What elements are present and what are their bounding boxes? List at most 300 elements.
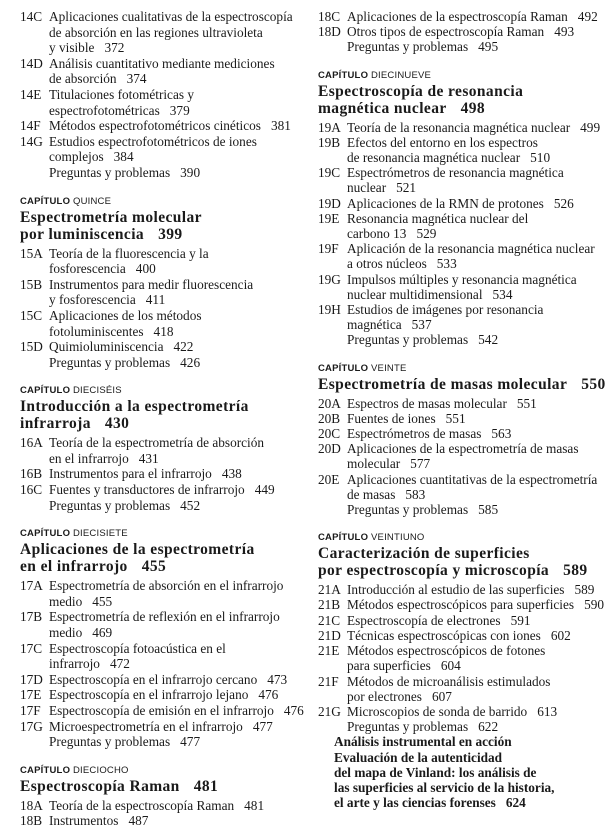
page-number: 510 [530, 150, 551, 166]
page-number: 400 [135, 261, 156, 277]
section-title [49, 672, 305, 688]
page-number: 583 [405, 486, 426, 502]
section-code: 18D [318, 24, 341, 40]
page-number: 589 [574, 582, 595, 598]
section-title-line: Preguntas y problemas [49, 354, 171, 370]
page-number: 426 [180, 354, 201, 370]
section-code: 14C [20, 9, 43, 24]
chapter-number: VEINTE [371, 362, 407, 374]
page-number: 622 [478, 719, 499, 735]
section-code: 18B [20, 813, 43, 829]
section-code: 19B [318, 134, 341, 150]
section-title-line: Preguntas y problemas [347, 332, 469, 348]
toc-entry-17a[interactable] [20, 578, 305, 609]
section-code: 17B [20, 609, 43, 625]
chapter-title-line: Espectroscopía Raman [20, 777, 180, 795]
toc-entry-15d[interactable] [20, 339, 305, 355]
section-title-line: Teoría de la espectrometría de absorción [49, 435, 265, 451]
toc-entry-19g[interactable] [318, 272, 598, 302]
chapter-title[interactable] [318, 83, 598, 117]
toc-entry-16a[interactable] [20, 435, 305, 466]
chapter-title-line: por luminiscencia [20, 225, 145, 243]
section-title-line: Teoría de la fluorescencia y la [49, 245, 209, 261]
section-title-line: Teoría de la resonancia magnética nuclear [347, 119, 571, 135]
section-title [347, 613, 598, 628]
section-title-line: Preguntas y problemas [347, 39, 469, 55]
toc-entry-21c[interactable] [318, 613, 598, 628]
section-code: 21G [318, 703, 341, 719]
toc-entry-16b[interactable] [20, 466, 305, 482]
page-number: 418 [153, 323, 174, 339]
toc-entry-questions[interactable] [318, 719, 598, 734]
section-title [347, 211, 598, 241]
section-title-line: Instrumentos [49, 813, 119, 829]
section-title [347, 597, 604, 612]
toc-entry-21g[interactable] [318, 704, 598, 719]
page-number: 495 [478, 39, 499, 55]
toc-entry-20c[interactable] [318, 426, 598, 441]
section-title-line: Aplicaciones de la RMN de protones [347, 195, 544, 211]
toc-entry-19d[interactable] [318, 196, 598, 211]
chapter-title-line: Introducción a la espectrometría [20, 398, 249, 416]
chapter-word: CAPÍTULO [20, 764, 71, 776]
toc-entry-20e[interactable] [318, 472, 598, 502]
page-number: 372 [104, 40, 125, 56]
section-title-line: Aplicaciones cualitativas de la espectroscopía [49, 9, 293, 24]
chapter-title-line: por espectroscopía y microscopía [318, 562, 550, 580]
page-number: 551 [445, 410, 466, 426]
section-title-line: Microscopios de sonda de barrido [347, 703, 528, 719]
toc-entry-17c[interactable] [20, 641, 305, 672]
section-title [49, 703, 305, 719]
toc-entry-19f[interactable] [318, 241, 598, 271]
section-title-line: magnética [347, 317, 402, 333]
section-title [49, 308, 305, 339]
section-code [318, 719, 347, 734]
page-number: 473 [267, 671, 288, 687]
section-code: 20B [318, 410, 341, 426]
section-title-line: nuclear multidimensional [347, 286, 483, 302]
toc-entry-21d[interactable] [318, 628, 598, 643]
section-title [49, 435, 305, 466]
toc-column-right [318, 9, 606, 811]
section-title [347, 302, 598, 332]
section-title-line: Titulaciones fotométricas y [49, 86, 195, 102]
section-title [347, 196, 598, 211]
section-title-line: de masas [347, 486, 396, 502]
chapter-page-number: 399 [158, 225, 183, 243]
chapter-label [20, 383, 305, 398]
toc-feature-entry[interactable] [334, 734, 598, 810]
section-title-line: Preguntas y problemas [49, 164, 171, 180]
section-title-line: para superficies [347, 658, 431, 674]
section-title-line: Introducción al estudio de las superficies [347, 582, 565, 598]
section-title-line: Resonancia magnética nuclear del [347, 210, 529, 226]
section-code [318, 502, 347, 517]
section-title [347, 39, 598, 54]
section-title-line: Espectrómetros de resonancia magnética [347, 165, 564, 181]
toc-entry-18d[interactable] [318, 24, 598, 39]
toc-entry-15b[interactable] [20, 277, 305, 308]
section-title-line: en el infrarrojo [49, 450, 129, 466]
section-title [347, 165, 598, 195]
toc-entry-20a[interactable] [318, 396, 598, 411]
chapter-word: CAPÍTULO [318, 69, 369, 81]
toc-entry-17b[interactable] [20, 609, 305, 640]
chapter-title-line: magnética nuclear [318, 99, 447, 117]
page-number: 481 [244, 797, 265, 813]
section-title-line: complejos [49, 149, 104, 165]
section-title [49, 56, 305, 87]
page-number: 542 [478, 332, 499, 348]
section-title [49, 246, 305, 277]
page-number: 534 [492, 286, 513, 302]
toc-entry-17g[interactable] [20, 719, 305, 735]
chapter-word: CAPÍTULO [20, 528, 71, 540]
toc-entry-21a[interactable] [318, 582, 598, 597]
toc-entry-17d[interactable] [20, 672, 305, 688]
section-code [20, 355, 49, 371]
chapter-label [20, 194, 305, 209]
page-number: 533 [436, 256, 457, 272]
section-title-line: nuclear [347, 180, 387, 196]
section-code: 16B [20, 466, 43, 482]
section-title-line: Preguntas y problemas [49, 734, 171, 750]
section-title [347, 332, 598, 347]
chapter-number: VEINTIUNO [371, 532, 425, 544]
section-title [347, 704, 598, 719]
page-number: 526 [553, 195, 574, 211]
chapter-page-number: 455 [141, 558, 167, 576]
section-title-line: Evaluación de la autenticidad [334, 749, 503, 765]
section-title [49, 498, 305, 514]
toc-entry-16c[interactable] [20, 482, 305, 498]
section-code: 17G [20, 718, 43, 734]
section-title-line: Métodos espectrofotométricos cinéticos [49, 118, 261, 134]
section-title [49, 813, 305, 829]
section-title-line: el arte y las ciencias forenses [334, 795, 496, 811]
toc-entry-14f[interactable] [20, 118, 305, 134]
chapter-title-line: Aplicaciones de la espectrometría [20, 541, 255, 559]
section-title [49, 165, 305, 181]
page-number: 590 [584, 597, 605, 613]
section-title-line: Métodos espectroscópicos de fotones [347, 643, 546, 659]
page-number: 613 [537, 703, 558, 719]
section-title-line: medio [49, 625, 83, 641]
section-title-line: Espectrometría de reflexión en el infrarrojo [49, 609, 280, 625]
section-title-line: molecular [347, 456, 401, 472]
page-number: 607 [431, 688, 452, 704]
section-title-line: Estudios espectrofotométricos de iones [49, 133, 257, 149]
section-title-line: fosforescencia [49, 261, 126, 277]
page-number: 551 [516, 395, 537, 411]
section-title [49, 578, 305, 609]
chapter-word: CAPÍTULO [318, 362, 369, 374]
page-number: 563 [491, 426, 512, 442]
section-title [49, 466, 305, 482]
section-code: 17F [20, 703, 41, 718]
section-title-line: Espectroscopía en el infrarrojo cercano [49, 671, 258, 687]
toc-entry-21e[interactable] [318, 643, 598, 673]
section-title-line: por electrones [347, 688, 422, 704]
toc-entry-19b[interactable] [318, 135, 598, 165]
section-title [347, 674, 598, 704]
page-number: 529 [416, 226, 437, 242]
section-title [49, 9, 305, 56]
section-code: 20A [318, 395, 341, 411]
toc-entry-19h[interactable] [318, 302, 598, 332]
toc-entry-18c[interactable] [318, 9, 598, 24]
section-title [49, 687, 305, 703]
section-code: 19H [318, 302, 341, 318]
page-number: 384 [113, 149, 134, 165]
section-title [347, 582, 598, 597]
chapter-title[interactable] [318, 545, 598, 579]
section-title [49, 339, 305, 355]
section-title [347, 441, 598, 471]
section-title-line: Análisis instrumental en acción [334, 734, 512, 750]
toc-entry-18a[interactable] [20, 798, 305, 814]
toc-entry-19a[interactable] [318, 119, 601, 135]
chapter-page-number: 481 [193, 777, 219, 795]
section-code [318, 332, 347, 347]
chapter-label [318, 530, 598, 545]
page-number: 577 [410, 456, 431, 472]
section-code: 19A [318, 119, 341, 135]
section-code: 14D [20, 55, 43, 71]
section-title-line: Aplicaciones de la espectroscopía Raman [347, 9, 568, 24]
section-title [49, 277, 305, 308]
page-number: 477 [180, 734, 201, 750]
section-title-line: Preguntas y problemas [49, 497, 171, 513]
section-title [347, 426, 598, 441]
toc-entry-19e[interactable] [318, 211, 598, 241]
section-code: 21D [318, 627, 341, 643]
page-number: 379 [169, 102, 190, 118]
section-code: 21C [318, 612, 341, 628]
section-title-line: fotoluminiscentes [49, 323, 144, 339]
section-title-line: Otros tipos de espectroscopía Raman [347, 24, 545, 40]
chapter-number: DIECISIETE [73, 528, 128, 540]
page-number: 493 [554, 24, 575, 40]
chapter-word: CAPÍTULO [20, 385, 71, 397]
section-title-line: a otros núcleos [347, 256, 427, 272]
section-code: 14G [20, 133, 43, 149]
section-code: 16A [20, 435, 43, 451]
chapter-label [20, 763, 305, 778]
page-number: 591 [510, 612, 531, 628]
section-code: 19E [318, 210, 340, 226]
toc-entry-questions[interactable] [20, 355, 305, 371]
toc-entry-questions[interactable] [20, 734, 305, 750]
section-title-line: Técnicas espectroscópicas con iones [347, 627, 541, 643]
section-code: 17C [20, 640, 43, 656]
toc-entry-19c[interactable] [318, 165, 598, 195]
toc-entry-14e[interactable] [20, 87, 305, 118]
section-title-line: infrarrojo [49, 656, 100, 672]
section-title-line: Instrumentos para medir fluorescencia [49, 276, 254, 292]
page-number: 422 [173, 339, 194, 355]
section-title-line: Aplicaciones cuantitativas de la espectrometría [347, 471, 598, 487]
toc-entry-14g[interactable] [20, 134, 305, 165]
section-title [347, 120, 600, 135]
section-code: 14E [20, 86, 42, 102]
toc-entry-18b[interactable] [20, 813, 305, 829]
chapter-title[interactable] [318, 375, 606, 393]
section-title [49, 355, 305, 371]
section-title-line: las superficies al servicio de la historia, [334, 779, 555, 795]
section-title-line: Métodos espectroscópicos para superficies [347, 597, 575, 613]
chapter-title[interactable] [20, 398, 305, 432]
section-code: 19D [318, 195, 341, 211]
toc-entry-14c[interactable] [20, 9, 305, 56]
chapter-title[interactable] [20, 778, 305, 795]
toc-entry-20d[interactable] [318, 441, 598, 471]
section-code: 19C [318, 165, 341, 181]
toc-entry-17f[interactable] [20, 703, 305, 719]
section-code: 17E [20, 687, 42, 703]
toc-entry-questions[interactable] [318, 39, 598, 54]
section-title [49, 134, 305, 165]
page-number: 390 [180, 164, 201, 180]
section-title-line: Teoría de la espectroscopía Raman [49, 797, 235, 813]
chapter-page-number: 498 [460, 99, 486, 117]
section-title [347, 24, 598, 39]
chapter-title-line: en el infrarrojo [20, 558, 128, 576]
section-code: 15C [20, 307, 43, 323]
section-title-line: Aplicaciones de la espectrometría de masas [347, 441, 579, 457]
page-number: 624 [505, 795, 526, 811]
chapter-title-line: Caracterización de superficies [318, 545, 530, 563]
section-title [49, 719, 305, 735]
page-number: 469 [92, 625, 113, 641]
chapter-title-line: Espectroscopía de resonancia [318, 82, 524, 100]
toc-entry-20b[interactable] [318, 411, 598, 426]
section-title [347, 135, 598, 165]
page-number: 477 [252, 718, 273, 734]
section-title [347, 396, 598, 411]
section-code: 18A [20, 797, 43, 813]
section-title [347, 411, 598, 426]
section-title-line: Espectrómetros de masas [347, 426, 482, 442]
section-title-line: Estudios de imágenes por resonancia [347, 302, 544, 318]
section-code: 15A [20, 245, 43, 261]
section-code: 20C [318, 426, 341, 442]
chapter-label [20, 526, 305, 541]
section-code: 15D [20, 339, 43, 355]
section-title [49, 609, 305, 640]
page-number: 449 [254, 482, 275, 498]
page-number: 487 [128, 813, 149, 829]
section-code: 21A [318, 582, 341, 598]
page-number: 472 [109, 656, 130, 672]
section-title [49, 734, 305, 750]
chapter-page-number: 430 [104, 415, 130, 433]
page-number: 604 [440, 658, 461, 674]
chapter-title-line: Espectrometría molecular [20, 208, 202, 226]
page-number: 602 [550, 627, 571, 643]
section-code: 19F [318, 241, 339, 257]
toc-entry-21f[interactable] [318, 674, 598, 704]
chapter-title[interactable] [20, 541, 305, 575]
toc-entry-21b[interactable] [318, 597, 605, 613]
section-title [347, 9, 598, 24]
section-code: 18C [318, 9, 341, 24]
section-title-line: y fosforescencia [49, 292, 136, 308]
toc-entry-questions[interactable] [20, 165, 305, 181]
section-title [49, 482, 305, 498]
chapter-page-number: 550 [581, 375, 606, 393]
chapter-number: DIECISÉIS [73, 385, 122, 397]
section-code: 16C [20, 482, 43, 498]
toc-entry-15c[interactable] [20, 308, 305, 339]
page-number: 499 [580, 119, 601, 135]
section-title-line: Efectos del entorno en los espectros [347, 134, 538, 150]
section-code [20, 498, 49, 514]
section-title-line: carbono 13 [347, 226, 407, 242]
section-code: 21B [318, 597, 341, 613]
toc-column-left [20, 9, 305, 829]
section-title-line: de absorción en las regiones ultravioleta [49, 24, 263, 40]
section-title [347, 719, 598, 734]
section-title [347, 241, 598, 271]
section-code: 21E [318, 643, 340, 659]
section-title-line: de resonancia magnética nuclear [347, 150, 521, 166]
page-number: 411 [145, 292, 166, 308]
toc-entry-questions[interactable] [318, 502, 598, 517]
section-title-line: del mapa de Vinland: los análisis de [334, 764, 537, 780]
section-code: 20D [318, 441, 341, 457]
page-number: 476 [283, 703, 304, 718]
chapter-label [318, 68, 598, 83]
page-number: 492 [577, 9, 598, 24]
page-number: 455 [92, 593, 113, 609]
section-title-line: Preguntas y problemas [347, 719, 469, 735]
page-number: 438 [221, 466, 242, 482]
toc-entry-questions[interactable] [318, 332, 598, 347]
section-title-line: Quimioluminiscencia [49, 339, 164, 355]
section-title-line: Impulsos múltiples y resonancia magnética [347, 271, 577, 287]
section-title-line: Espectroscopía de electrones [347, 612, 501, 628]
section-code: 21F [318, 673, 339, 689]
section-code: 19G [318, 271, 341, 287]
section-title-line: Fuentes y transductores de infrarrojo [49, 482, 245, 498]
chapter-number: DIECINUEVE [371, 69, 432, 81]
chapter-label [318, 361, 598, 376]
toc-entry-questions[interactable] [20, 498, 305, 514]
section-title-line: Espectroscopía fotoacústica en el [49, 640, 226, 656]
section-title-line: Espectros de masas molecular [347, 395, 507, 411]
page-number: 381 [270, 118, 291, 134]
section-code: 20E [318, 471, 340, 487]
toc-entry-14d[interactable] [20, 56, 305, 87]
section-title-line: y visible [49, 40, 95, 56]
page-number: 431 [138, 450, 159, 466]
toc-entry-17e[interactable] [20, 687, 305, 703]
section-title-line: espectrofotométricas [49, 102, 160, 118]
section-title-line: de absorción [49, 71, 117, 87]
page-number: 537 [411, 317, 432, 333]
section-title-line: Fuentes de iones [347, 410, 436, 426]
chapter-page-number: 589 [563, 562, 588, 580]
section-title [49, 798, 305, 814]
page-number: 374 [126, 71, 147, 87]
section-title-line: Preguntas y problemas [347, 502, 469, 518]
page-number: 476 [258, 687, 279, 703]
toc-entry-15a[interactable] [20, 246, 305, 277]
section-title-line: medio [49, 593, 83, 609]
chapter-title[interactable] [20, 209, 305, 243]
